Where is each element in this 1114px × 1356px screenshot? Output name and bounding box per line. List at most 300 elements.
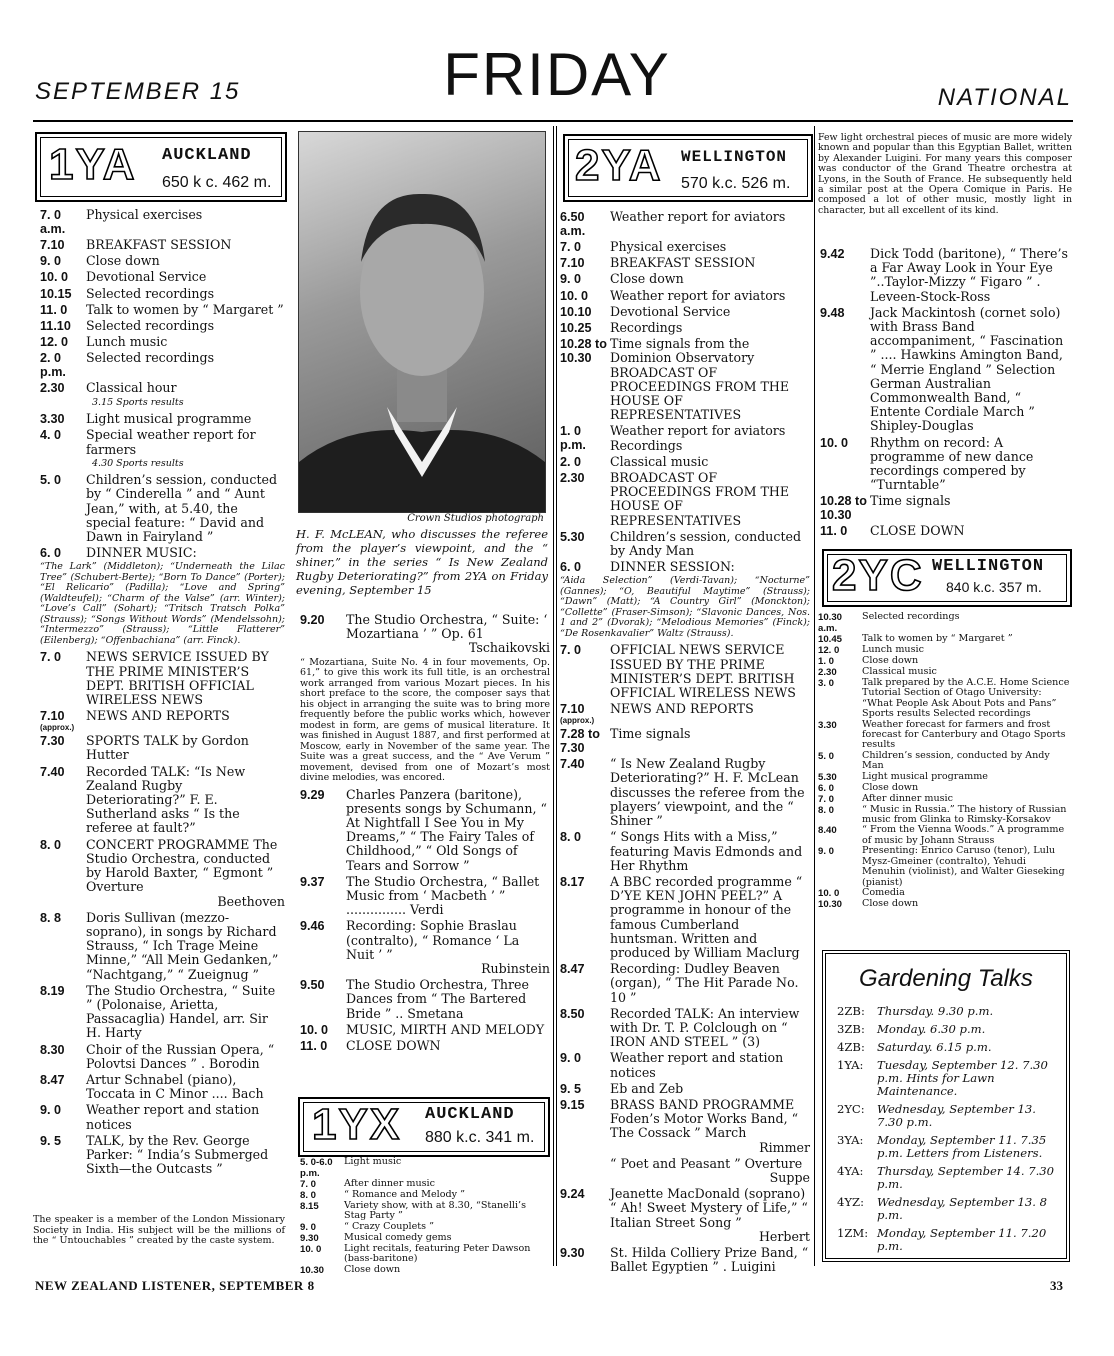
entry-text: “ Crazy Couplets ” (344, 1220, 435, 1232)
entry-text: Physical exercises (610, 239, 727, 254)
entry-time: 2. 0 p.m. (40, 351, 66, 380)
entry-description (86, 1043, 285, 1071)
entry-time: 9. 5 (560, 1081, 582, 1096)
gardening-row (837, 1134, 1059, 1165)
entry-time: 7. 0 (40, 650, 62, 665)
entry-time: 10. 0 (818, 887, 840, 899)
entry-time: 10.30 a.m. (818, 612, 843, 634)
entry-text: Weather report for aviators (610, 209, 786, 224)
schedule-entry (560, 727, 810, 755)
entry-text: Talk to women by “ Margaret ” (86, 301, 284, 317)
entry-description (86, 734, 285, 762)
entry-text: Charles Panzera (baritone), presents songs by Schumann, “ At Nightfall I See You in My Dreams,” “ The Fairy Tales of Childhood,” “ Old Songs of Tears and Sorrow ” (346, 786, 547, 873)
entry-description (610, 530, 810, 558)
schedule-entry (40, 1073, 285, 1101)
entry-time: 8. 0 (40, 837, 62, 852)
entry-time: 7.10 (560, 702, 585, 717)
entry-time: 6. 0 (40, 546, 62, 561)
entry-text: OFFICIAL NEWS SERVICE ISSUED BY THE PRIME MINISTER’S DEPT. BRITISH OFFICIAL WIRELESS NEWS (610, 642, 796, 701)
entry-time: 9. 0 (300, 1221, 317, 1233)
entry-description (610, 1187, 810, 1244)
entry-time: 6. 0 (560, 560, 582, 575)
entry-text: Time signals (870, 493, 951, 509)
entry-text: Rhythm on record: A programme of new dance recordings compered by “Turntable” (870, 434, 1034, 493)
entry-text: Choir of the Russian Opera, “ Polovtsi Dances ” . Borodin (86, 1041, 275, 1071)
column-divider (556, 126, 557, 1266)
entry-description (610, 830, 810, 873)
entry-description (86, 254, 285, 268)
schedule-entry (300, 613, 550, 656)
entry-time: 6.50 a.m. (560, 210, 586, 238)
entry-text: Weather report and station notices (610, 1050, 784, 1080)
entry-description (86, 765, 285, 836)
entry-text: NEWS SERVICE ISSUED BY THE PRIME MINISTER’S DEPT. BRITISH OFFICIAL WIRELESS NEWS (86, 649, 269, 708)
entry-note: “Aida Selection” (Verdi-Tavan); “Nocturne” (Gannes); “O, Beautiful Maytime” (Strauss); “Dawn” (Matt); “A Country Girl” (Monckton); “Collette” (Fraser-Simson); “Slavonic Dances, Nos. 1 and 2” (Dvorak); “Melodious Memories” (Finck); “De Rosenkavalier” Waltz (Strauss). (560, 575, 810, 639)
gardening-station: 3YA: (837, 1133, 864, 1147)
entry-text: Devotional Service (610, 303, 731, 319)
entry-time: 4. 0 (40, 428, 62, 443)
entry-description (86, 1103, 285, 1131)
entry-note: 4.30 Sports results (92, 457, 184, 469)
entry-time: 8.17 (560, 874, 585, 889)
schedule-entry (818, 634, 1072, 645)
station-box-1ya (35, 132, 287, 202)
entry-time: 7.28 to 7.30 (560, 727, 600, 756)
schedule-entry (820, 306, 1072, 434)
entry-text: “ Music in Russia.” The history of Russian music from Glinka to Rimsky-Korsakov (862, 803, 1067, 826)
entry-description (870, 524, 1072, 538)
mozartiana-note: “ Mozartiana, Suite No. 4 in four movements, Op. 61,” to give this work its full title, is an orchestral work arranged from various Mozart pieces. In his short preface to the score, the composer says that his object in arranging the suite was to bring more frequently before the public works which, however modest in form, are gems of musical literature. It was finished in August 1887, and first performed at Moscow, early in November of the same year. The Suite was a great success, and the “ Ave Verum ” movement, devised from one of Mozart’s most divine melodies, was encored. (300, 656, 550, 784)
entry-text: “ From the Vienna Woods.” A programme of music by Johann Strauss (862, 824, 1065, 846)
station-city-1yx: AUCKLAND (425, 1105, 515, 1124)
schedule-2ya (560, 210, 810, 1276)
schedule-entry (40, 838, 285, 909)
entry-text: Jack Mackintosh (cornet solo) with Brass Band accompaniment, “ Fascination ” .... Hawkins Amington Band, “ Merrie England ” Selection German Australian Commonwealth Band, “ Entente Cordiale March ” Shipley-Douglas (870, 304, 1064, 434)
entry-time: 2.30 (818, 667, 837, 678)
entry-text: CLOSE DOWN (346, 1038, 441, 1054)
station-box-2yc (822, 549, 1072, 607)
schedule-entry (40, 911, 285, 982)
entry-description (86, 335, 285, 349)
schedule-entry (818, 805, 1072, 826)
schedule-entry (818, 783, 1072, 794)
entry-description (86, 1134, 285, 1177)
entry-description (86, 709, 285, 732)
entry-description (86, 838, 285, 909)
schedule-entry (820, 247, 1072, 304)
entry-description (610, 321, 810, 335)
entry-description (344, 1265, 548, 1276)
station-call-2ya: 2YA (575, 141, 663, 190)
entry-text: Comedia (862, 886, 905, 898)
gardening-station: 1YA: (837, 1058, 864, 1072)
schedule-entry (818, 612, 1072, 634)
header-date: SEPTEMBER 15 (35, 78, 241, 105)
entry-description (610, 289, 810, 303)
entry-text: Jeanette MacDonald (soprano) “ Ah! Sweet Mystery of Life,” “ Italian Street Song ” (610, 1186, 808, 1230)
schedule-entry (40, 238, 285, 252)
gardening-row (837, 1023, 1059, 1041)
entry-text: “ Is New Zealand Rugby Deteriorating?” H. F. McLean discusses the referee from the players’ viewpoint, and the “ Shiner ” (610, 756, 805, 829)
entry-text: Close down (344, 1263, 401, 1275)
entry-description (346, 978, 550, 1021)
entry-text: Presenting: Enrico Caruso (tenor), Lulu Mysz-Gmeiner (contralto), Yehudi Menuhin (violinist), and Walter Gieseking (pianist) (862, 845, 1065, 888)
schedule-entry (560, 321, 810, 335)
entry-text: Selected recordings (86, 285, 215, 301)
entry-description (346, 613, 550, 656)
entry-time: 10. 0 (40, 270, 69, 285)
schedule-entry (560, 210, 810, 238)
schedule-entry (820, 524, 1072, 538)
entry-time: 10.15 (40, 286, 72, 301)
photo-credit: Crown Studios photograph (407, 513, 544, 524)
schedule-entry (40, 412, 285, 426)
entry-text: Recorded TALK: “Is New Zealand Rugby Deteriorating?” F. E. Sutherland asks “ Is the referee at fault?” (86, 763, 246, 836)
gardening-time: Monday, September 11. 7.35 p.m. Letters from Listeners. (877, 1133, 1047, 1160)
entry-text: DINNER SESSION: (610, 559, 735, 575)
entry-text: TALK, by the Rev. George Parker: “ India’s Submerged Sixth—the Outcasts ” (86, 1132, 269, 1177)
entry-text: Close down (610, 271, 684, 287)
entry-time: 2. 0 (560, 454, 582, 469)
gardening-time: Saturday. 6.15 p.m. (877, 1040, 992, 1054)
header-rule (33, 120, 1073, 122)
entry-time: 5. 0 (818, 750, 835, 762)
entry-time: 8.15 (300, 1201, 319, 1212)
entry-time: 10.28 to 10.30 (560, 337, 607, 366)
schedule-entry (300, 919, 550, 976)
entry-time: 11. 0 (40, 302, 68, 317)
entry-time: 7.40 (560, 757, 585, 772)
entry-text: “ Poet and Peasant ” Overture (610, 1155, 803, 1171)
schedule-entry (40, 270, 285, 284)
schedule-entry (560, 1007, 810, 1050)
entry-text: BREAKFAST SESSION (610, 255, 756, 271)
entry-time: 2.30 (560, 471, 585, 486)
entry-time: 12. 0 (40, 335, 69, 350)
entry-time: 10.28 to 10.30 (820, 494, 867, 523)
entry-time: 10.25 (560, 321, 592, 336)
entry-text: Selected recordings (86, 350, 215, 366)
schedule-entry (560, 1098, 810, 1155)
entry-description (862, 794, 1072, 805)
entry-description (86, 650, 285, 707)
entry-description (86, 270, 285, 284)
entry-text: BROADCAST OF PROCEEDINGS FROM THE HOUSE OF REPRESENTATIVES (610, 470, 790, 528)
schedule-entry (560, 256, 810, 270)
schedule-entry (818, 899, 1072, 910)
entry-description (610, 1098, 810, 1155)
station-call-2yc: 2YC (832, 551, 924, 600)
schedule-entry (560, 240, 810, 254)
entry-time: 1. 0 p.m. (560, 424, 586, 453)
column-divider (814, 126, 815, 1266)
entry-text: Close down (862, 655, 919, 666)
entry-text: Recording: Sophie Braslau (contralto), “ Romance ‘ La Nuit ’ ” (346, 918, 520, 962)
entry-composer: Tschaikovski (468, 640, 550, 656)
entry-time-wrap (560, 702, 610, 725)
entry-description (86, 381, 285, 395)
gardening-box (822, 950, 1070, 1262)
schedule-entry (300, 1265, 548, 1276)
gardening-row (837, 1059, 1059, 1103)
entry-description (86, 911, 285, 982)
gardening-row (837, 1196, 1059, 1227)
entry-time: 2.30 (40, 381, 65, 396)
schedule-entry (560, 337, 810, 422)
entry-time: 10.30 (818, 898, 843, 910)
entry-description (862, 678, 1072, 720)
entry-time: 10. 0 (560, 288, 589, 303)
entry-text: Close down (862, 781, 919, 793)
entry-text: Selected recordings (86, 318, 215, 334)
entry-time: 9.30 (560, 1245, 585, 1260)
entry-description (870, 494, 1072, 522)
entry-time: 5. 0-6.0 p.m. (300, 1157, 333, 1179)
entry-time: 9.48 (820, 305, 845, 320)
station-call-1ya: 1YA (49, 140, 137, 189)
entry-text: Variety show, with at 8.30, “Stanelli’s Stag Party ” (344, 1200, 527, 1222)
entry-text: A BBC recorded programme “ D’YE KEN JOHN PEEL?” A programme in honour of the famous Cumberland huntsman. Written and produced by William Maclurg (610, 873, 803, 960)
schedule-entry (560, 289, 810, 303)
schedule-entry (560, 471, 810, 528)
entry-description (86, 287, 285, 301)
schedule-entry (560, 702, 810, 725)
entry-text: After dinner music (344, 1178, 435, 1189)
entry-time: 9.50 (300, 978, 325, 993)
gardening-time: Monday, September 11. 7.20 p.m. (877, 1226, 1047, 1253)
gardening-row (837, 1005, 1059, 1023)
entry-description (86, 319, 285, 333)
entry-time: 9. 0 (818, 846, 835, 858)
entry-text: NEWS AND REPORTS (610, 701, 754, 717)
gardening-table (837, 1005, 1059, 1258)
entry-description (610, 560, 810, 574)
entry-time: 8.30 (40, 1042, 65, 1057)
entry-description (346, 788, 550, 873)
luigini-note: Few light orchestral pieces of music are more widely known and popular than this Egyptian Ballet, written by Alexander Luigini. For many years this composer was conductor of the Grand Theatre orchestra at Lyons, in the South of France. He subsequently held a similar post at the Opera Comique in Paris. He composed a lot of other music, mostly light in character, but all excellent of its kind. (818, 132, 1072, 216)
schedule-entry (40, 335, 285, 349)
schedule-entry (40, 287, 285, 301)
gardening-station: 2ZB: (837, 1004, 865, 1018)
entry-text: Special weather report for farmers (86, 427, 256, 457)
entry-text: Lunch music (86, 334, 168, 350)
entry-text: St. Hilda Colliery Prize Band, “ Ballet Egyptien ” . Luigini (610, 1244, 809, 1275)
entry-text: Time signals (610, 726, 691, 742)
entry-time: 5. 0 (40, 473, 62, 488)
entry-description (346, 1023, 550, 1037)
schedule-entry (560, 643, 810, 700)
entry-time: 6. 0 (818, 782, 835, 794)
gardening-time: Thursday, September 14. 7.30 p.m. (877, 1164, 1055, 1191)
entry-text: Children’s session, conducted by Andy Man (610, 528, 802, 559)
entry-note: 3.15 Sports results (92, 396, 184, 408)
entry-description (870, 436, 1072, 493)
entry-time: 7.10 (40, 238, 65, 252)
entry-text: The Studio Orchestra, “ Suite: ‘ Mozartiana ’ ” Op. 61 (346, 612, 548, 642)
schedule-entry (300, 1201, 548, 1222)
entry-description (610, 455, 810, 469)
schedule-2yc (818, 612, 1072, 910)
schedule-entry (818, 888, 1072, 899)
entry-time: 7.10 (40, 709, 65, 724)
entry-description (86, 984, 285, 1041)
gardening-title: Gardening Talks (859, 965, 1033, 992)
station-freq-2ya: 570 k.c. 526 m. (681, 175, 791, 192)
entry-description (344, 1157, 548, 1179)
entry-description (610, 240, 810, 254)
entry-text: Artur Schnabel (piano), Toccata in C Minor .... Bach (86, 1071, 264, 1102)
entry-description (862, 899, 1072, 910)
schedule-entry (560, 560, 810, 574)
entry-description (610, 962, 810, 1005)
gardening-station: 2YC: (837, 1102, 865, 1116)
entry-description (862, 720, 1072, 751)
entry-text: Children’s session, conducted by Andy Man (862, 749, 1050, 772)
gardening-station: 3ZB: (837, 1022, 865, 1036)
entry-time: 8.47 (560, 962, 585, 977)
schedule-entry (818, 825, 1072, 846)
entry-time: 9. 5 (40, 1133, 62, 1148)
schedule-entry (40, 208, 285, 236)
schedule-entry (300, 1244, 548, 1265)
entry-text: The Studio Orchestra, “ Ballet Music from ‘ Macbeth ’ ” ............... Verdi (346, 873, 540, 918)
entry-time: 7.10 (560, 256, 585, 271)
entry-text: Weather report and station notices (86, 1102, 260, 1132)
schedule-entry (40, 381, 285, 395)
entry-time: 11. 0 (300, 1039, 328, 1054)
gardening-time: Monday. 6.30 p.m. (877, 1022, 986, 1036)
portrait-figure (299, 132, 545, 512)
schedule-entry (560, 1157, 810, 1185)
entry-time: 9.20 (300, 613, 325, 627)
schedule-entry (818, 720, 1072, 751)
schedule-entry (40, 546, 285, 560)
schedule-entry (40, 428, 285, 456)
schedule-col2 (300, 613, 550, 1055)
entry-time: 9. 0 (40, 254, 62, 269)
entry-description (86, 1073, 285, 1101)
entry-time: 8.47 (40, 1072, 65, 1087)
entry-time: 3.30 (818, 719, 837, 731)
entry-description (610, 305, 810, 319)
entry-text: SPORTS TALK by Gordon Hutter (86, 733, 249, 763)
entry-time: 1. 0 (818, 656, 835, 667)
entry-description (610, 424, 810, 452)
entry-time: 9. 0 (560, 272, 582, 287)
entry-text: Eb and Zeb (610, 1080, 684, 1096)
entry-description (862, 751, 1072, 772)
entry-time: 10. 0 (300, 1022, 329, 1037)
entry-text: “ Romance and Melody ” (344, 1189, 465, 1200)
gardening-time: Wednesday, September 13. 7.30 p.m. (877, 1102, 1036, 1129)
schedule-entry (560, 830, 810, 873)
entry-text: The Studio Orchestra, Three Dances from “ The Bartered Bride ” .. Smetana (346, 977, 529, 1021)
entry-text: BRASS BAND PROGRAMME Foden’s Motor Works Band, “ The Cossack ” March (610, 1096, 799, 1141)
entry-time-wrap (40, 709, 86, 732)
entry-description (862, 612, 1072, 634)
schedule-entry (40, 765, 285, 836)
schedule-entry (560, 455, 810, 469)
entry-description (610, 1007, 810, 1050)
entry-description (346, 1039, 550, 1053)
entry-text: Classical music (610, 453, 709, 469)
portrait-photo (298, 131, 546, 513)
schedule-entry (40, 1043, 285, 1071)
entry-text: Classical hour (86, 380, 177, 396)
station-city-1ya: AUCKLAND (162, 146, 252, 165)
entry-text: Light musical programme (862, 770, 988, 782)
entry-text: Recording: Dudley Beaven (organ), “ The Hit Parade No. 10 ” (610, 961, 799, 1005)
station-city-2ya: WELLINGTON (681, 148, 788, 166)
entry-text: Children’s session, conducted by “ Cinderella ” and “ Aunt Jean,” with, at 5.40, the special feature: “ David and Dawn in Fairyland ” (86, 472, 278, 545)
schedule-entry (300, 1039, 550, 1053)
entry-time: 3. 0 (818, 678, 835, 689)
schedule-entry (560, 305, 810, 319)
entry-composer: Rubinstein (481, 961, 550, 977)
schedule-entry (560, 1187, 810, 1244)
entry-description (86, 208, 285, 236)
schedule-entry (560, 875, 810, 960)
entry-description (862, 772, 1072, 783)
entry-time-note: (approx.) (560, 716, 595, 726)
entry-time: 9. 0 (40, 1103, 62, 1118)
entry-time: 8.40 (818, 825, 837, 837)
schedule-entry (40, 303, 285, 317)
station-box-1yx (298, 1097, 550, 1157)
schedule-entry (300, 978, 550, 1021)
schedule-entry (40, 1103, 285, 1131)
entry-description (862, 783, 1072, 794)
entry-time: 8. 0 (818, 804, 835, 816)
entry-time-note: (approx.) (40, 723, 75, 733)
entry-text: Weather report for aviators (610, 287, 786, 303)
entry-text: BREAKFAST SESSION (86, 237, 232, 252)
entry-time: 3.30 (40, 412, 65, 427)
gardening-row (837, 1227, 1059, 1258)
entry-text: Physical exercises (86, 207, 203, 222)
entry-text: Selected recordings (862, 611, 960, 622)
schedule-entry (300, 788, 550, 873)
entry-time: 11.10 (40, 319, 71, 334)
entry-time: 7. 0 a.m. (40, 208, 66, 236)
entry-time: 9.29 (300, 787, 325, 802)
entry-text: Close down (86, 253, 160, 269)
schedule-entry (818, 645, 1072, 656)
station-freq-1yx: 880 k.c. 341 m. (425, 1129, 535, 1146)
header-network: NATIONAL (937, 84, 1072, 111)
entry-description (610, 1246, 810, 1274)
gardening-time: Wednesday, September 13. 8 p.m. (877, 1195, 1047, 1222)
schedule-entry (818, 846, 1072, 888)
entry-text: Recorded TALK: An interview with Dr. T. P. Colclough on “ IRON AND STEEL ” (3) (610, 1005, 800, 1050)
gardening-station: 4ZB: (837, 1040, 865, 1054)
schedule-entry (300, 1023, 550, 1037)
entry-time: 12. 0 (818, 645, 840, 656)
header-day: FRIDAY (443, 41, 671, 108)
schedule-entry (40, 650, 285, 707)
footer-publication: NEW ZEALAND LISTENER, SEPTEMBER 8 (35, 1278, 315, 1293)
entry-description (610, 471, 810, 528)
schedule-entry (40, 1134, 285, 1177)
station-call-1yx: 1YX (312, 1100, 402, 1149)
entry-description (610, 727, 810, 755)
entry-text: Classical music (862, 666, 937, 677)
entry-text: “ Songs Hits with a Miss,” featuring Mavis Edmonds and Her Rhythm (610, 829, 803, 873)
schedule-entry (40, 473, 285, 544)
entry-time: 7. 0 (818, 793, 835, 805)
entry-time: 10.45 (818, 634, 843, 645)
entry-time: 5.30 (818, 771, 837, 783)
